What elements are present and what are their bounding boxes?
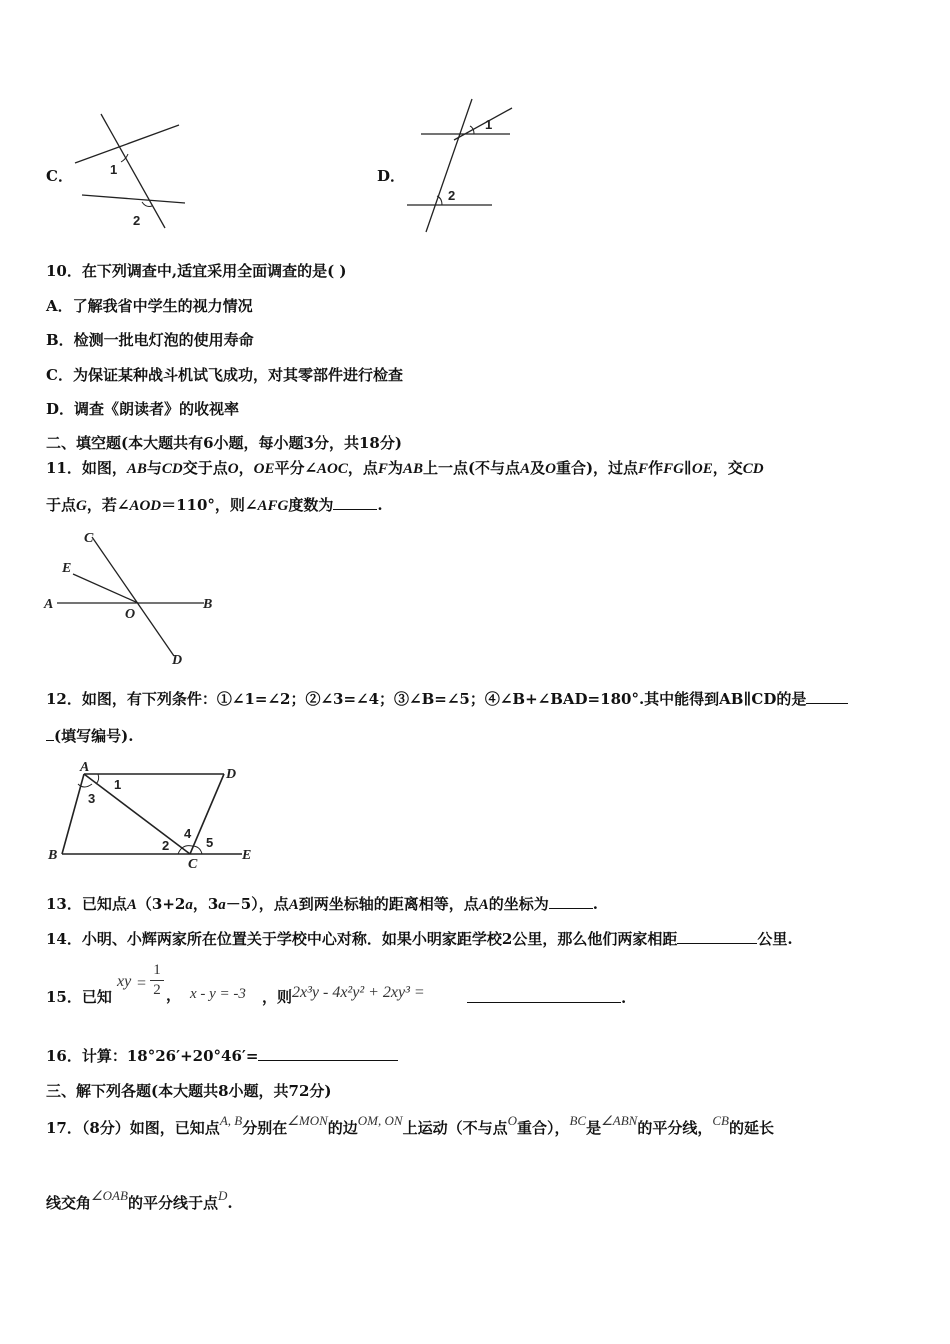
answer-blank[interactable] [333,509,377,510]
question-16: 16．计算：18°26′+20°46′= [46,1045,398,1066]
svg-text:B: B [48,848,58,863]
svg-text:B: B [203,597,213,612]
svg-text:D: D [172,653,183,668]
section-2-heading: 二、填空题(本大题共有6小题，每小题3分，共18分) [46,434,402,452]
question-10-stem: 10．在下列调查中,适宜采用全面调查的是( ) [46,262,347,280]
answer-blank[interactable] [258,1060,398,1061]
question-15: 15．已知 [46,988,112,1006]
question-12-line-2: (填写编号). [46,725,133,746]
figure-option-c [68,108,193,233]
svg-text:O: O [125,607,136,622]
question-13: 13．已知点A（3+2a，3a－5），点A到两坐标轴的距离相等，点A的坐标为 . [46,895,599,913]
svg-text:A: A [80,760,90,775]
svg-text:C: C [84,531,94,546]
option-d-label: D． [377,167,406,185]
figure-option-d [402,96,522,236]
angle-1-label: 1 [110,162,118,177]
answer-blank[interactable] [806,703,848,704]
answer-blank[interactable] [549,908,593,909]
svg-text:E: E [62,561,72,576]
question-17-line-1: 17．（8分）如图，已知点A, B分别在∠MON的边OM, ON上运动（不与点O重合），BC是∠ABN的平分线，CB的延长 [46,1113,774,1137]
q15-xy: xy [117,973,132,990]
figure-question-11 [42,528,232,668]
angle-1-label: 1 [485,117,493,132]
angle-2-label: 2 [448,188,456,203]
q15-comma: ， [166,986,182,1004]
svg-text:4: 4 [184,826,192,841]
svg-text:A: A [44,597,54,612]
question-17-line-2: 线交角∠OAB的平分线于点D. [46,1188,233,1212]
question-10-option-b: B．检测一批电灯泡的使用寿命 [46,331,254,349]
question-11-line-1: 11．如图，AB与CD交于点O，OE平分∠AOC，点F为AB上一点(不与点A及O重合)，过点F作FG∥OE，交CD [46,459,764,477]
q15-condition: x - y = -3 [190,986,246,1002]
svg-text:E: E [242,848,252,863]
angle-2-label: 2 [133,213,141,228]
q15-then: ，则 [262,988,293,1006]
q15-fraction: 1 2 [150,962,164,999]
q15-equals: = [137,975,147,992]
question-14: 14．小明、小辉两家所在位置关于学校中心对称．如果小明家距学校2公里，那么他们两家相距 公里. [46,930,793,948]
question-11-line-2: 于点G，若∠AOD＝110°，则∠AFG度数为 . [46,496,383,514]
svg-text:3: 3 [88,791,96,806]
option-c-label: C． [46,167,73,185]
svg-text:1: 1 [114,777,122,792]
svg-text:2: 2 [162,838,170,853]
svg-text:D: D [226,767,237,782]
svg-text:C: C [188,857,198,868]
svg-text:5: 5 [206,835,214,850]
question-10-option-d: D．调查《朗读者》的收视率 [46,400,240,418]
figure-question-12 [42,760,262,868]
question-10-option-a: A．了解我省中学生的视力情况 [46,297,253,315]
q15-answer: . [467,986,626,1007]
q15-expression: 2x³y - 4x²y² + 2xy³ = [292,984,425,1001]
answer-blank[interactable] [677,943,757,944]
question-12-line-1: 12．如图，有下列条件：①∠1=∠2；②∠3=∠4；③∠B=∠5；④∠B+∠BAD=180°.其中能得到AB∥CD的是 [46,688,848,709]
answer-blank[interactable] [467,986,621,1003]
question-10-option-c: C．为保证某种战斗机试飞成功，对其零部件进行检查 [46,366,403,384]
section-3-heading: 三、解下列各题(本大题共8小题，共72分) [46,1082,332,1100]
